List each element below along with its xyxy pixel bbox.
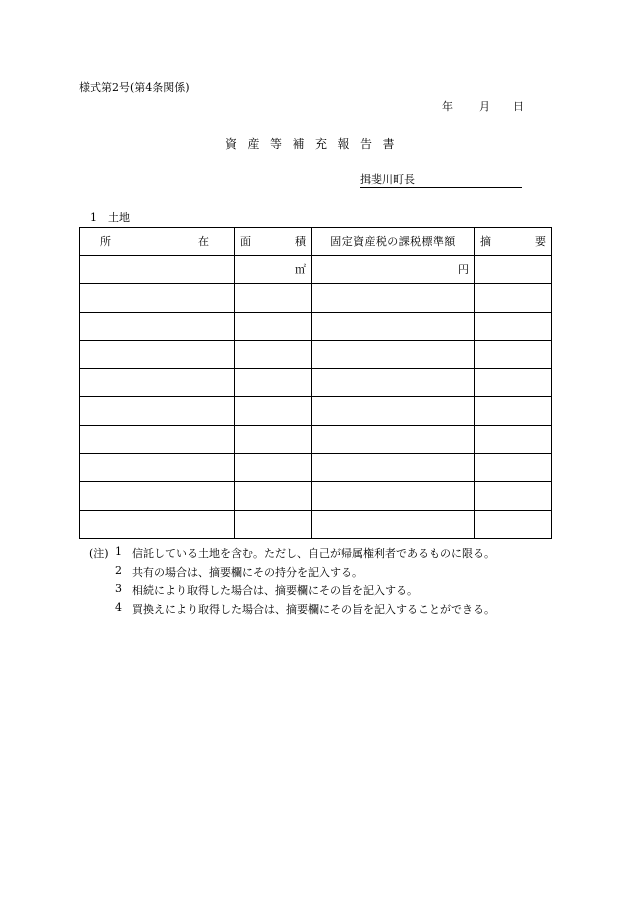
table-header-row <box>80 228 552 256</box>
tax-value-cell[interactable] <box>312 454 475 482</box>
header-location <box>80 228 235 256</box>
note-text: 信託している土地を含む。ただし、自己が帰属権利者であるものに限る。 <box>132 547 495 560</box>
table-row <box>80 284 552 312</box>
location-cell[interactable] <box>80 454 235 482</box>
area-cell[interactable] <box>235 425 312 453</box>
header-area <box>235 228 312 256</box>
location-cell[interactable] <box>80 510 235 538</box>
table-row <box>80 425 552 453</box>
header-remarks-char-1: 摘 <box>480 235 491 248</box>
table-row <box>80 454 552 482</box>
table-row <box>80 397 552 425</box>
land-table <box>79 227 552 539</box>
remarks-cell[interactable] <box>475 397 552 425</box>
remarks-cell[interactable] <box>475 256 552 284</box>
header-tax-value <box>312 228 475 256</box>
note-text: 相続により取得した場合は、摘要欄にその旨を記入する。 <box>132 584 418 597</box>
date-day-label: 日 <box>513 100 524 113</box>
location-cell[interactable] <box>80 397 235 425</box>
tax-value-cell[interactable] <box>312 340 475 368</box>
remarks-cell[interactable] <box>475 425 552 453</box>
table-row <box>80 482 552 510</box>
area-cell[interactable] <box>235 284 312 312</box>
remarks-cell[interactable] <box>475 482 552 510</box>
location-cell[interactable] <box>80 284 235 312</box>
note-text: 買換えにより取得した場合は、摘要欄にその旨を記入することができる。 <box>132 602 495 616</box>
addressee: 揖斐川町長 <box>360 174 522 188</box>
section-heading-land: 1 土地 <box>90 211 130 224</box>
note-text: 共有の場合は、摘要欄にその持分を記入する。 <box>132 565 363 579</box>
note-number: 2 <box>115 563 122 577</box>
remarks-cell[interactable] <box>475 369 552 397</box>
tax-value-cell[interactable] <box>312 284 475 312</box>
table-row <box>80 369 552 397</box>
header-area-char-2: 積 <box>295 235 306 248</box>
area-cell[interactable] <box>235 482 312 510</box>
notes-prefix: (注) <box>89 547 109 560</box>
tax-value-unit: 円 <box>458 263 469 277</box>
area-cell[interactable] <box>235 454 312 482</box>
document-title: 資産等補充報告書 <box>225 137 406 151</box>
area-cell[interactable] <box>235 510 312 538</box>
tax-value-cell[interactable] <box>312 256 475 284</box>
table-row <box>80 256 552 284</box>
note-number: 3 <box>115 582 122 595</box>
remarks-cell[interactable] <box>475 510 552 538</box>
header-tax-value-label: 固定資産税の課税標準額 <box>330 235 456 248</box>
tax-value-cell[interactable] <box>312 425 475 453</box>
area-cell[interactable] <box>235 397 312 425</box>
remarks-cell[interactable] <box>475 340 552 368</box>
header-remarks <box>475 228 552 256</box>
area-unit: ㎡ <box>295 263 306 277</box>
tax-value-cell[interactable] <box>312 369 475 397</box>
area-cell[interactable] <box>235 312 312 340</box>
remarks-cell[interactable] <box>475 454 552 482</box>
header-area-char-1: 面 <box>240 235 251 248</box>
tax-value-cell[interactable] <box>312 397 475 425</box>
header-location-char-2: 在 <box>198 235 209 248</box>
location-cell[interactable] <box>80 425 235 453</box>
tax-value-cell[interactable] <box>312 510 475 538</box>
table-row <box>80 340 552 368</box>
date-month-label: 月 <box>479 100 490 113</box>
location-cell[interactable] <box>80 340 235 368</box>
remarks-cell[interactable] <box>475 312 552 340</box>
area-cell[interactable] <box>235 256 312 284</box>
location-cell[interactable] <box>80 369 235 397</box>
header-location-char-1: 所 <box>100 235 111 248</box>
remarks-cell[interactable] <box>475 284 552 312</box>
location-cell[interactable] <box>80 482 235 510</box>
table-row <box>80 510 552 538</box>
tax-value-cell[interactable] <box>312 312 475 340</box>
location-cell[interactable] <box>80 256 235 284</box>
tax-value-cell[interactable] <box>312 482 475 510</box>
area-cell[interactable] <box>235 340 312 368</box>
note-number: 1 <box>115 545 122 558</box>
form-number: 様式第2号(第4条関係) <box>79 81 190 94</box>
location-cell[interactable] <box>80 312 235 340</box>
area-cell[interactable] <box>235 369 312 397</box>
header-remarks-char-2: 要 <box>535 235 546 248</box>
table-row <box>80 312 552 340</box>
note-number: 4 <box>115 600 122 614</box>
date-year-label: 年 <box>442 100 453 113</box>
